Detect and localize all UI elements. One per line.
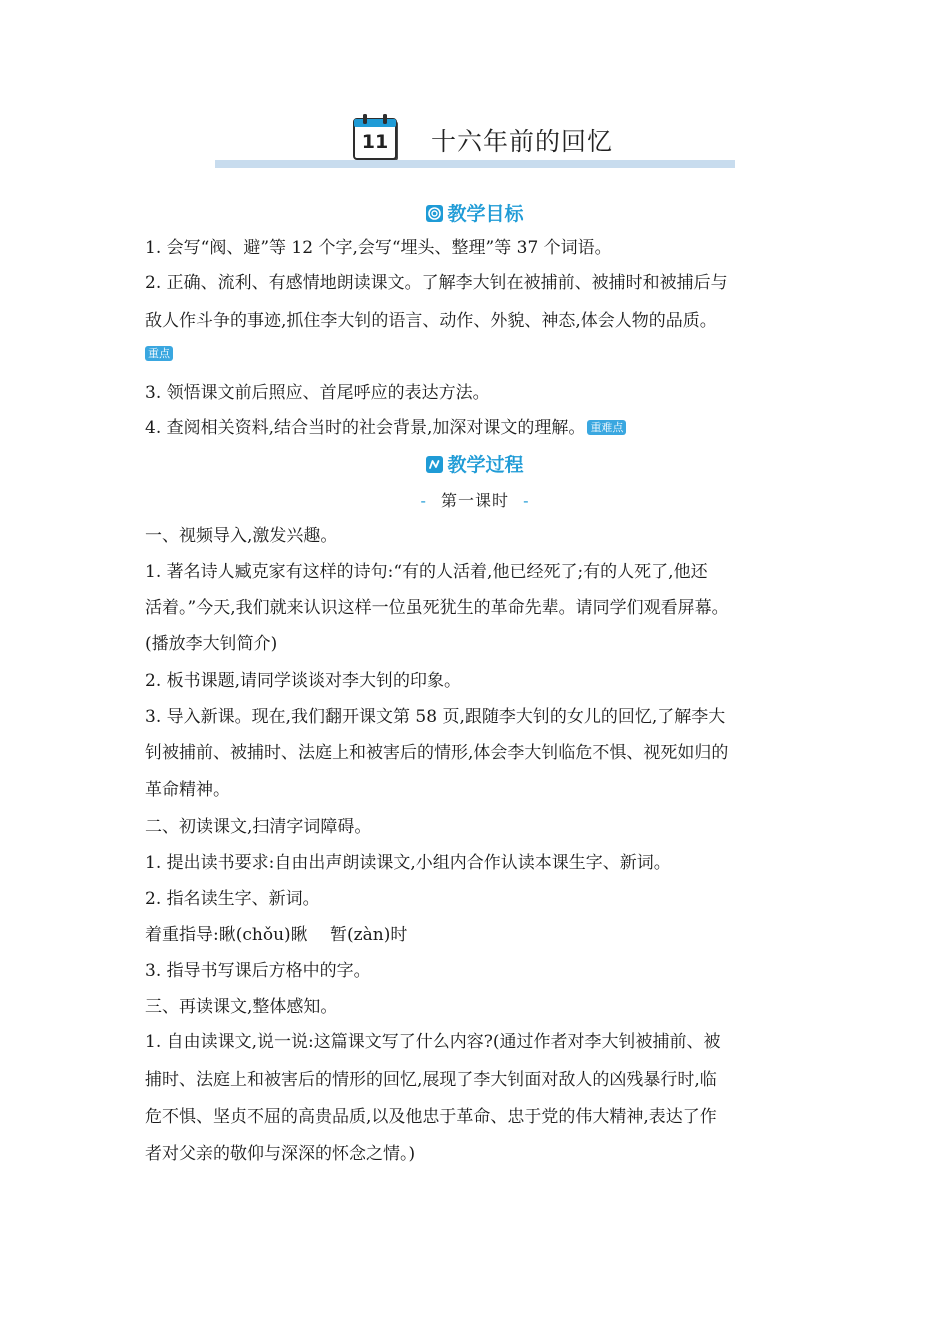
process-line: 革命精神。: [145, 780, 230, 800]
process-line: 1. 著名诗人臧克家有这样的诗句:“有的人活着,他已经死了;有的人死了,他还: [145, 562, 708, 582]
period-text: 第一课时: [440, 491, 509, 510]
process-line: 3. 导入新课。现在,我们翻开课文第 58 页,跟随李大钊的女儿的回忆,了解李大: [145, 707, 726, 727]
process-line: 1. 自由读课文,说一说:这篇课文写了什么内容?(通过作者对李大钊被捕前、被: [145, 1032, 721, 1052]
process-line: 三、再读课文,整体感知。: [145, 997, 338, 1017]
process-icon: [426, 456, 443, 473]
calendar-icon: [353, 114, 401, 164]
process-line: 2. 板书课题,请同学谈谈对李大钊的印象。: [145, 671, 462, 691]
goal-item: 3. 领悟课文前后照应、首尾呼应的表达方法。: [145, 383, 490, 403]
key-point-tag: [145, 344, 173, 363]
lesson-number: 11: [361, 131, 389, 153]
process-line: 钊被捕前、被捕时、法庭上和被害后的情形,体会李大钊临危不惧、视死如归的: [145, 743, 729, 763]
goals-heading-text: 教学目标: [447, 203, 524, 225]
difficult-point-tag: 重难点: [587, 420, 626, 435]
lesson-title: 十六年前的回忆: [431, 127, 614, 156]
process-line: 危不惧、坚贞不屈的高贵品质,以及他忠于革命、忠于党的伟大精神,表达了作: [145, 1107, 717, 1127]
process-line: 者对父亲的敬仰与深深的怀念之情。): [145, 1144, 416, 1164]
process-line: 1. 提出读书要求:自由出声朗读课文,小组内合作认读本课生字、新词。: [145, 853, 671, 873]
header-underline: [215, 160, 735, 168]
target-icon: [426, 205, 443, 222]
process-line: (播放李大钊简介): [145, 634, 278, 654]
goal-item-with-tag: [145, 416, 626, 440]
goal-item: 敌人作斗争的事迹,抓住李大钊的语言、动作、外貌、神态,体会人物的品质。: [145, 311, 717, 331]
process-line: 二、初读课文,扫清字词障碍。: [145, 817, 372, 837]
period-dash-left: -: [420, 491, 427, 510]
lesson-header: [215, 112, 735, 172]
process-line: 2. 指名读生字、新词。: [145, 889, 320, 909]
process-line: 捕时、法庭上和被害后的情形的回忆,展现了李大钊面对敌人的凶残暴行时,临: [145, 1070, 717, 1090]
key-point-tag-label: 重点: [145, 346, 173, 361]
period-dash-right: -: [523, 491, 530, 510]
section-process-heading: [0, 450, 950, 474]
section-goals-heading: [0, 199, 950, 223]
process-line: 一、视频导入,激发兴趣。: [145, 526, 338, 546]
period-label: [0, 488, 950, 511]
goal-item-text: 4. 查阅相关资料,结合当时的社会背景,加深对课文的理解。: [145, 418, 586, 438]
process-heading-text: 教学过程: [447, 454, 524, 476]
goal-item: 1. 会写“阀、避”等 12 个字,会写“埋头、整理”等 37 个词语。: [145, 238, 612, 258]
process-line: 3. 指导书写课后方格中的字。: [145, 961, 371, 981]
process-line: 活着。”今天,我们就来认识这样一位虽死犹生的革命先辈。请同学们观看屏幕。: [145, 598, 729, 618]
process-line: 着重指导:瞅(chǒu)瞅 暂(zàn)时: [145, 925, 408, 945]
goal-item: 2. 正确、流利、有感情地朗读课文。了解李大钊在被捕前、被捕时和被捕后与: [145, 273, 728, 293]
